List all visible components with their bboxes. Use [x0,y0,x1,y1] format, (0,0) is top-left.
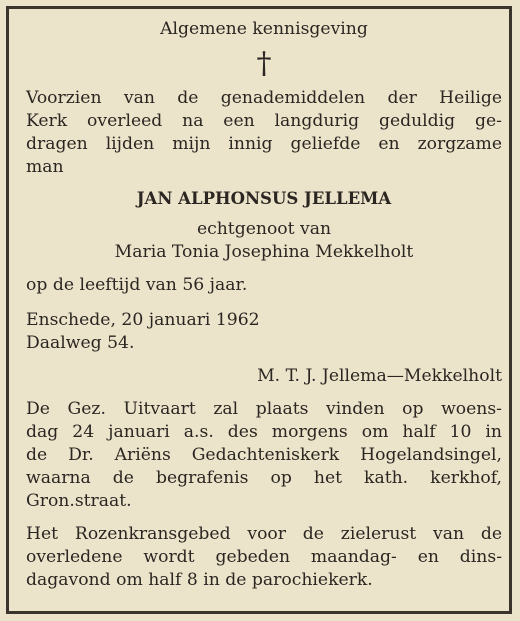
spouse-label: echtgenoot van [196,219,332,239]
intro-line: dragen lijden mijn innig geliefde en zorgzame [26,134,502,154]
rosary-line: dagavond om half 8 in de parochiekerk. [26,570,373,590]
funeral-line: Gron.straat. [26,491,132,511]
notice-content [26,18,502,592]
funeral-line: waarna de begrafenis op het kath. kerkhof, [26,468,502,488]
funeral-line: de Dr. Ariëns Gedachteniskerk Hogelandsingel, [26,445,502,465]
place-date: Enschede, 20 januari 1962 [26,310,260,330]
funeral-line: dag 24 januari a.s. des morgens om half 10 in [26,422,502,442]
spouse-name: Maria Tonia Josephina Mekkelholt [114,242,414,262]
rosary-paragraph [26,523,502,592]
funeral-paragraph [26,398,502,513]
intro-line: man [26,157,64,177]
deceased-name: JAN ALPHONSUS JELLEMA [136,189,392,208]
signature: M. T. J. Jellema—Mekkelholt [257,366,502,386]
intro-line: Voorzien van de genademiddelen der Heilige [26,88,502,108]
age-line: op de leeftijd van 56 jaar. [26,275,248,295]
notice-heading: Algemene kennisgeving [160,19,368,39]
cross-icon: † [256,46,272,81]
intro-paragraph [26,87,502,179]
funeral-line: De Gez. Uitvaart zal plaats vinden op woens- [26,399,502,419]
rosary-line: overledene wordt gebeden maandag- en dins- [26,547,502,567]
address: Daalweg 54. [26,333,135,353]
intro-line: Kerk overleed na een langdurig geduldig ge- [26,111,502,131]
rosary-line: Het Rozenkransgebed voor de zielerust van de [26,524,502,544]
